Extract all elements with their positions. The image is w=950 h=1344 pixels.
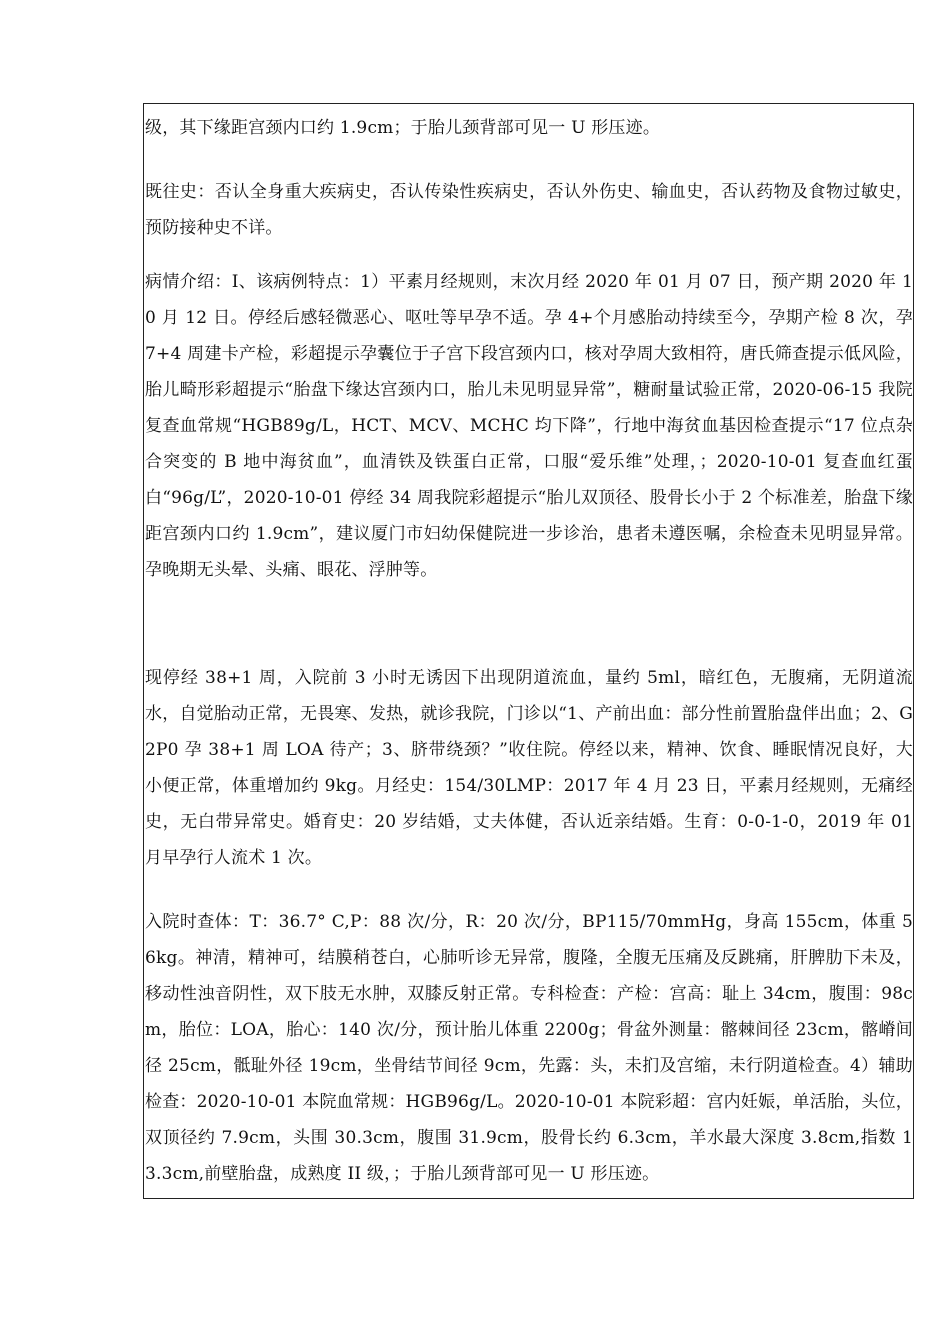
case-introduction-paragraph: 病情介绍：I、该病例特点：1）平素月经规则，末次月经 2020 年 01 月 07 日，预产期 2020 年 10 月 12 日。停经后感轻微恶心、呕吐等早孕不适。孕 4+个月感胎动持续至今，孕期产检 8 次，孕 7+4 周建卡产检，彩超提示孕囊位于子宫下段宫颈内口，核对孕周大致相符，唐氏筛查提示低风险，胎儿畸形彩超提示“胎盘下缘达宫颈内口，胎儿未见明显异常”，糖耐量试验正常，2020-06-15 我院复查血常规“HGB89g/L，HCT、MCV、MCHC 均下降”，行地中海贫血基因检查提示“17 位点杂合突变的 B 地中海贫血”，血清铁及铁蛋白正常，口服“爱乐维”处理，；2020-10-01 复查血红蛋白“96g/L”，2020-10-01 停经 34 周我院彩超提示“胎儿双顶径、股骨长小于 2 个标准差，胎盘下缘距宫颈内口约 1.9cm”，建议厦门市妇幼保健院进一步诊治，患者未遵医嘱，余检查未见明显异常。孕晚期无头晕、头痛、眼花、浮肿等。 — [145, 272, 913, 580]
present-illness-paragraph: 现停经 38+1 周，入院前 3 小时无诱因下出现阴道流血，量约 5ml，暗红色，无腹痛，无阴道流水，自觉胎动正常，无畏寒、发热，就诊我院，门诊以“1、产前出血：部分性前置胎盘伴出血；2、G2P0 孕 38+1 周 LOA 待产；3、脐带绕颈？”收住院。停经以来，精神、饮食、睡眠情况良好，大小便正常，体重增加约 9kg。月经史：154/30LMP：2017 年 4 月 23 日，平素月经规则，无痛经史，无白带异常史。婚育史：20 岁结婚，丈夫体健，否认近亲结婚。生育：0-0-1-0，2019 年 01 月早孕行人流术 1 次。 — [145, 668, 913, 868]
continued-ultrasound-paragraph: 级，其下缘距宫颈内口约 1.9cm；于胎儿颈背部可见一 U 形压迹。 — [145, 118, 661, 138]
admission-exam-paragraph: 入院时查体：T：36.7° C,P：88 次/分，R：20 次/分，BP115/70mmHg，身高 155cm，体重 56kg。神清，精神可，结膜稍苍白，心肺听诊无异常，腹隆，全腹无压痛及反跳痛，肝脾肋下未及，移动性浊音阴性，双下肢无水肿，双膝反射正常。专科检查：产检：宫高：耻上 34cm，腹围：98cm，胎位：LOA，胎心：140 次/分，预计胎儿体重 2200g；骨盆外测量：髂棘间径 23cm，髂嵴间径 25cm，骶耻外径 19cm，坐骨结节间径 9cm，先露：头，未扪及宫缩，未行阴道检查。4）辅助检查：2020-10-01 本院血常规：HGB96g/L。2020-10-01 本院彩超：宫内妊娠，单活胎，头位，双顶径约 7.9cm，头围 30.3cm，腹围 31.9cm，股骨长约 6.3cm，羊水最大深度 3.8cm,指数 13.3cm,前壁胎盘，成熟度 II 级，；于胎儿颈背部可见一 U 形压迹。 — [145, 912, 913, 1184]
past-history-paragraph: 既往史：否认全身重大疾病史，否认传染性疾病史，否认外伤史、输血史，否认药物及食物过敏史，预防接种史不详。 — [145, 182, 913, 238]
